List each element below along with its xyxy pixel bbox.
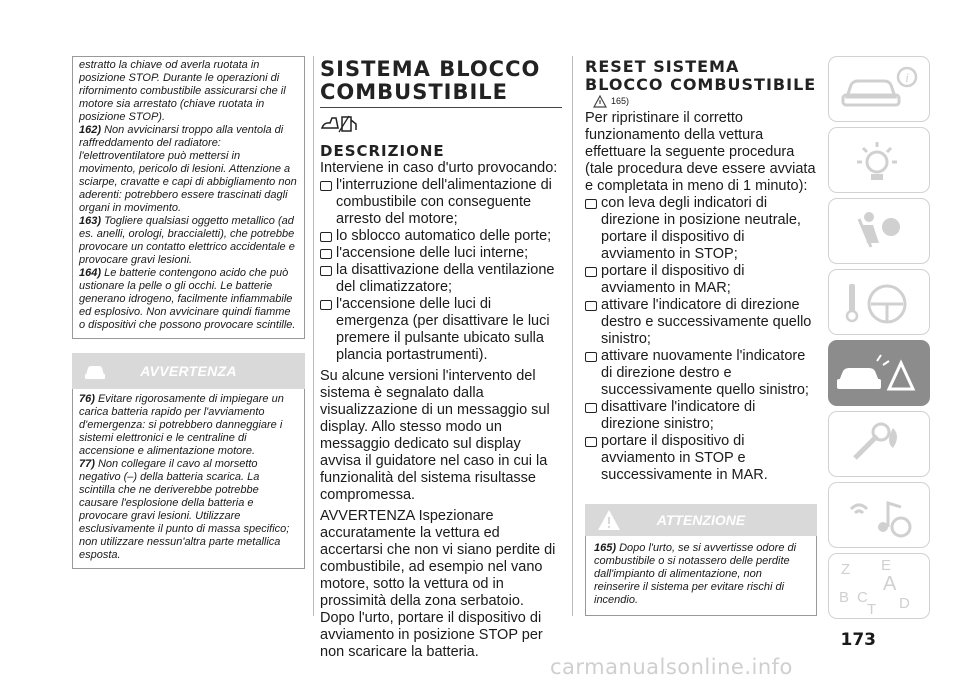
column-divider — [313, 56, 314, 616]
svg-text:i: i — [905, 70, 909, 85]
checkbox-bullet-icon — [320, 266, 332, 276]
reference-number: 165) — [611, 96, 630, 106]
reset-intro: Per ripristinare il corretto funzionamento della vettura effettuare la seguente procedura (tale procedura deve essere avviata e completata in meno di 1 minuto): — [585, 110, 816, 194]
checkbox-bullet-icon — [320, 181, 332, 191]
description-intro: Interviene in caso d'urto provocando: — [320, 160, 558, 176]
middle-column — [320, 58, 562, 661]
list-item: l'accensione delle luci interne; — [320, 245, 562, 262]
warning-notes-box — [72, 389, 305, 569]
subtitle-descrizione: DESCRIZIONE — [320, 142, 445, 160]
svg-text:Z: Z — [841, 561, 851, 578]
note-163: 163) Togliere qualsiasi oggetto metallico (ad es. anelli, orologi, braccialetti), che potrebbe provocare un contatto elettrico accidentale e provocare gravi lesioni. — [79, 215, 295, 266]
list-item: attivare nuovamente l'indicatore di direzione destro e successivamente quello sinistro; — [585, 348, 817, 399]
airbag-safety-icon — [829, 199, 929, 263]
tab-dashboard-lights[interactable] — [828, 127, 930, 193]
attention-title: ATTENZIONE — [656, 512, 746, 528]
list-item: l'interruzione dell'alimentazione di combustibile con conseguente arresto del motore; — [320, 177, 562, 228]
attention-note-165: 165) Dopo l'urto, se si avvertisse odore di combustibile o si notassero delle perdite dall'impianto di alimentazione, non reinserire il sistema per evitare rischi di incendio. — [594, 542, 797, 606]
list-item: lo sblocco automatico delle porte; — [320, 228, 562, 245]
maintenance-icon — [829, 412, 929, 476]
tab-starting-driving[interactable] — [828, 269, 930, 335]
svg-text:E: E — [881, 557, 892, 574]
reset-title: RESET SISTEMA BLOCCO COMBUSTIBILE — [585, 57, 817, 94]
paragraph-display: Su alcune versioni l'intervento del sistema è segnalato dalla visualizzazione di un messaggio sul display. Allo stesso modo un messaggio dedicato sul display avvisa il guidatore nel caso in cui la funzionalità del sistema risultasse compromessa. — [320, 368, 550, 503]
tab-safety[interactable] — [828, 198, 930, 264]
note-162: 162) Non avvicinarsi troppo alla ventola di raffreddamento del radiatore: l'elettroventilatore può mettersi in movimento, pericolo di lesioni. Attenzione a sciarpe, cravatte e capi di abbigliamento non aderenti: potrebbero essere trascinati dagli organi in movimento. — [79, 124, 297, 214]
car-info-icon — [829, 57, 929, 121]
reference-row — [585, 94, 817, 110]
svg-text:T: T — [867, 601, 877, 618]
left-column — [72, 56, 305, 569]
list-item: con leva degli indicatori di direzione in posizione neutrale, portare il dispositivo di avviamento in STOP; — [585, 195, 817, 263]
list-item: l'accensione delle luci di emergenza (per disattivare le luci premere il pulsante ubicato sulla plancia portastrumenti). — [320, 296, 562, 364]
description-body — [320, 160, 562, 661]
list-item: disattivare l'indicatore di direzione sinistro; — [585, 399, 817, 433]
section-title: SISTEMA BLOCCO COMBUSTIBILE — [320, 57, 541, 104]
fuel-cutoff-icon — [320, 114, 562, 136]
warning-note-77: 77) Non collegare il cavo al morsetto negativo (–) della batteria scarica. La scintilla che ne deriverebbe potrebbe causare l'esplosione della batteria e provocare gravi lesioni. Utilizzare esclusivamente il punto di massa specifico; non utilizzare nessun'altra parte metallica esposta. — [79, 458, 290, 561]
tab-multimedia[interactable] — [828, 482, 930, 548]
tab-index[interactable] — [828, 553, 930, 619]
safety-notes-box — [72, 56, 305, 339]
checkbox-bullet-icon — [320, 232, 332, 242]
column-divider — [572, 56, 573, 616]
svg-text:A: A — [883, 573, 897, 595]
list-item: portare il dispositivo di avviamento in MAR; — [585, 263, 817, 297]
paragraph-avvertenza: AVVERTENZA Ispezionare accuratamente la vettura ed accertarsi che non vi siano perdite di combustibile, ad esempio nel vano motore, sotto la vettura od in prossimità della zona serbatoio. Dopo l'urto, portare il dispositivo di avviamento in posizione STOP per non scaricare la batteria. — [320, 508, 556, 660]
reset-body — [585, 110, 817, 484]
svg-text:D: D — [899, 595, 910, 612]
list-item: la disattivazione della ventilazione del climatizzatore; — [320, 262, 562, 296]
footer-watermark: carmanualsonline.info — [550, 655, 793, 679]
checkbox-bullet-icon — [585, 437, 597, 447]
right-column — [585, 58, 817, 616]
tab-emergency[interactable] — [828, 340, 930, 406]
checkbox-bullet-icon — [320, 249, 332, 259]
checkbox-bullet-icon — [585, 352, 597, 362]
attention-box — [585, 536, 817, 616]
list-item: attivare l'indicatore di direzione destro e successivamente quello sinistro; — [585, 297, 817, 348]
checkbox-bullet-icon — [585, 199, 597, 209]
warning-title: AVVERTENZA — [140, 363, 237, 379]
index-icon — [829, 554, 929, 618]
warning-note-76: 76) Evitare rigorosamente di impiegare un carica batteria rapido per l'avviamento d'emergenza: si potrebbero danneggiare i sistemi elettronici e le centraline di accensione e alimentazione motore. — [79, 393, 284, 457]
attention-header — [585, 504, 817, 536]
page-number: 173 — [840, 630, 876, 650]
emergency-icon — [829, 341, 929, 405]
intro-paragraph: estratto la chiave od averla ruotata in posizione STOP. Durante le operazioni di rifornimento combustibile assicurarsi che il motore sia arrestato (chiave ruotata in posizione STOP). — [79, 59, 286, 123]
dashboard-lights-icon — [829, 128, 929, 192]
checkbox-bullet-icon — [585, 301, 597, 311]
checkbox-bullet-icon — [585, 403, 597, 413]
svg-text:B: B — [839, 589, 850, 606]
svg-text:C: C — [857, 589, 868, 606]
steering-key-icon — [829, 270, 929, 334]
checkbox-bullet-icon — [585, 267, 597, 277]
chapter-sidebar — [828, 56, 928, 624]
checkbox-bullet-icon — [320, 300, 332, 310]
list-item: portare il dispositivo di avviamento in STOP e successivamente in MAR. — [585, 433, 817, 484]
title-rule — [320, 107, 562, 108]
multimedia-icon — [829, 483, 929, 547]
warning-triangle-icon — [593, 95, 607, 113]
tab-car-info[interactable] — [828, 56, 930, 122]
warning-header — [72, 353, 305, 389]
tab-maintenance[interactable] — [828, 411, 930, 477]
note-164: 164) Le batterie contengono acido che può ustionare la pelle o gli occhi. Le batterie generano idrogeno, facilmente infiammabile ed esplosivo. Non avvicinare quindi fiamme o dispositivi che possono provocare scintille. — [79, 267, 296, 331]
